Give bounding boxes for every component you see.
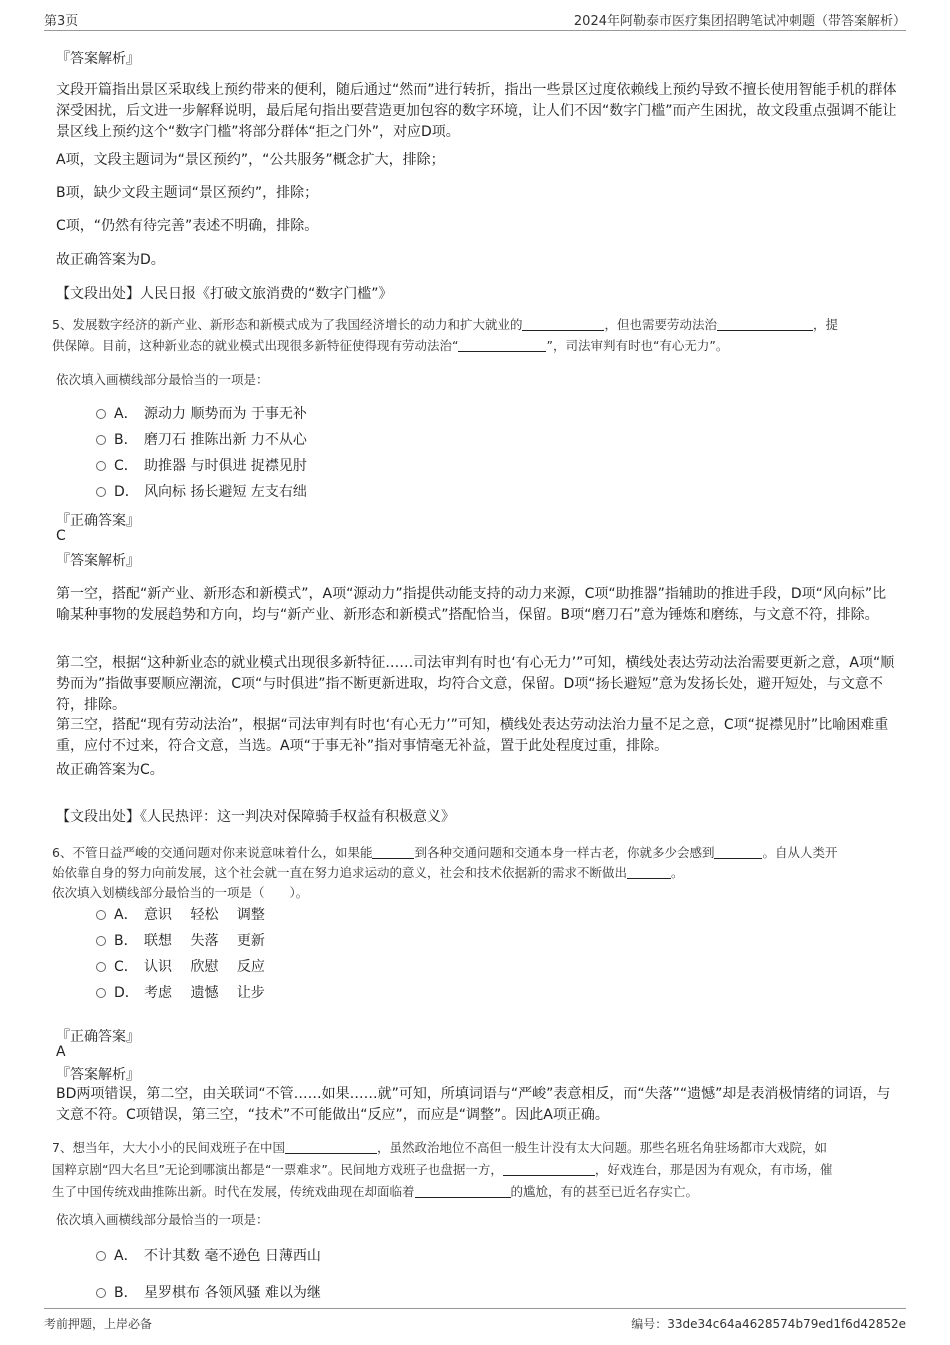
- blank-1: [522, 316, 604, 331]
- document-title: 2024年阿勒泰市医疗集团招聘笔试冲刺题（带答案解析）: [573, 14, 906, 29]
- blank-3: [458, 337, 546, 352]
- q7-prompt: 依次填入画横线部分最恰当的一项是：: [56, 1212, 269, 1227]
- q7-option-a[interactable]: A． 不计其数 毫不逊色 日薄西山: [96, 1246, 321, 1266]
- q5-answer: C: [56, 528, 66, 544]
- document-code: 编号：33de34c64a4628574b79ed1f6d42852e: [631, 1317, 906, 1331]
- blank-2: [503, 1161, 595, 1176]
- page-footer: [44, 1308, 906, 1337]
- radio-icon[interactable]: [96, 435, 106, 445]
- q5-option-d[interactable]: D． 风向标 扬长避短 左支右绌: [96, 482, 307, 502]
- q5-analysis-1: 第一空，搭配“新产业、新形态和新模式”，A项“源动力”指提供动能支持的动力来源，C项“助推器”指辅助的推进手段，D项“风向标”比喻某种事物的发展趋势和方向，均与“新产业、新形态和新模式”搭配恰当，保留。B项“磨刀石”意为锤炼和磨练，与文意不符，排除。: [56, 586, 887, 623]
- q5-prompt: 依次填入画横线部分最恰当的一项是：: [56, 372, 269, 387]
- radio-icon[interactable]: [96, 910, 106, 920]
- q4-point-a: A项，文段主题词为“景区预约”，“公共服务”概念扩大，排除；: [56, 152, 445, 168]
- radio-icon[interactable]: [96, 988, 106, 998]
- q5-option-a[interactable]: A． 源动力 顺势而为 于事无补: [96, 404, 307, 424]
- q6-answer: A: [56, 1044, 66, 1060]
- q5-option-c[interactable]: C． 助推器 与时俱进 捉襟见肘: [96, 456, 307, 476]
- blank-2: [717, 316, 813, 331]
- q4-conclusion: 故正确答案为D。: [56, 252, 165, 268]
- blank-1: [372, 844, 414, 859]
- radio-icon[interactable]: [96, 409, 106, 419]
- q7-option-b[interactable]: B． 星罗棋布 各领风骚 难以为继: [96, 1283, 321, 1303]
- q5-stem: 5、发展数字经济的新产业、新形态和新模式成为了我国经济增长的动力和扩大就业的 ，但也需要劳动法治 ，提 供保障。目前，这种新业态的就业模式出现很多新特征使得现有劳动法治“ ”，司法审判有时也“有心无力”。: [52, 317, 838, 353]
- q6-stem: 6、不管日益严峻的交通问题对你来说意味着什么，如果能 到各种交通问题和交通本身一样古老，你就多少会感到 。自从人类开 始依靠自身的努力向前发展，这个社会就一直在努力追求运动的意义，社会和技术依据新的需求不断做出 。: [52, 845, 838, 880]
- radio-icon[interactable]: [96, 1251, 106, 1261]
- blank-1: [285, 1139, 377, 1154]
- page-header: [44, 8, 906, 31]
- q6-option-a[interactable]: A． 意识 轻松 调整: [96, 905, 265, 925]
- q5-conclusion: 故正确答案为C。: [56, 762, 164, 778]
- q5-analysis-3: 第三空，搭配“现有劳动法治”，根据“司法审判有时也‘有心无力’”可知，横线处表达劳动法治力量不足之意，C项“捉襟见肘”比喻困难重重，应付不过来，符合文意，当选。A项“于事无补”指对事情毫无补益，置于此处程度过重，排除。: [56, 717, 889, 754]
- page-number: 第3页: [44, 14, 79, 29]
- analysis-label: 『答案解析』: [56, 51, 140, 67]
- correct-label: 『正确答案』: [56, 513, 140, 529]
- q5-source: 【文段出处】《人民热评：这一判决对保障骑手权益有积极意义》: [56, 809, 455, 825]
- radio-icon[interactable]: [96, 487, 106, 497]
- radio-icon[interactable]: [96, 1288, 106, 1298]
- q4-point-c: C项，“仍然有待完善”表述不明确，排除。: [56, 218, 319, 234]
- footer-slogan: 考前押题，上岸必备: [44, 1317, 153, 1331]
- q7-stem: 7、想当年，大大小小的民间戏班子在中国 ，虽然政治地位不高但一般生计没有太大问题。那些名班名角驻场都市大戏院，如 国粹京剧“四大名旦”无论到哪演出都是“一票难求”。民间地方戏班子也盘据一方， ，好戏连台，那是因为有观众，有市场，催 生了中国传统戏曲推陈出新。时代在发展，传统戏曲现在却面临着 的尴尬，有的甚至已近名存实亡。: [52, 1140, 833, 1199]
- q6-prompt: 依次填入划横线部分最恰当的一项是（ ）。: [52, 885, 309, 900]
- q4-point-b: B项，缺少文段主题词“景区预约”，排除；: [56, 185, 319, 201]
- q4-source: 【文段出处】人民日报《打破文旅消费的“数字门槛”》: [56, 286, 393, 302]
- q6-option-c[interactable]: C． 认识 欣慰 反应: [96, 957, 265, 977]
- q6-option-b[interactable]: B． 联想 失落 更新: [96, 931, 265, 951]
- q5-analysis-2: 第二空，根据“这种新业态的就业模式出现很多新特征……司法审判有时也‘有心无力’”可知，横线处表达劳动法治需要更新之意，A项“顺势而为”指做事要顺应潮流，C项“与时俱进”指不断更新进取，均符合文意，保留。D项“扬长避短”意为发扬长处，避开短处，与文意不符，排除。: [56, 655, 895, 713]
- analysis-label: 『答案解析』: [56, 1067, 140, 1083]
- q6-option-d[interactable]: D． 考虑 遗憾 让步: [96, 983, 265, 1003]
- radio-icon[interactable]: [96, 461, 106, 471]
- correct-label: 『正确答案』: [56, 1029, 140, 1045]
- radio-icon[interactable]: [96, 962, 106, 972]
- blank-3: [415, 1183, 511, 1198]
- q6-analysis: BD两项错误，第二空，由关联词“不管……如果……就”可知，所填词语与“严峻”表意相反，而“失落”“遗憾”却是表消极情绪的词语，与文意不符。C项错误，第三空，“技术”不可能做出“反应”，而应是“调整”。因此A项正确。: [56, 1086, 891, 1123]
- analysis-label: 『答案解析』: [56, 553, 140, 569]
- q4-analysis: 文段开篇指出景区采取线上预约带来的便利，随后通过“然而”进行转折，指出一些景区过度依赖线上预约导致不擅长使用智能手机的群体深受困扰，后文进一步解释说明，最后尾句指出要营造更加包容的数字环境，让人们不因“数字门槛”而产生困扰，故文段重点强调不能让景区线上预约这个“数字门槛”将部分群体“拒之门外”，对应D项。: [56, 82, 897, 140]
- q5-option-b[interactable]: B． 磨刀石 推陈出新 力不从心: [96, 430, 307, 450]
- radio-icon[interactable]: [96, 936, 106, 946]
- blank-2: [714, 844, 762, 859]
- blank-3: [627, 864, 671, 879]
